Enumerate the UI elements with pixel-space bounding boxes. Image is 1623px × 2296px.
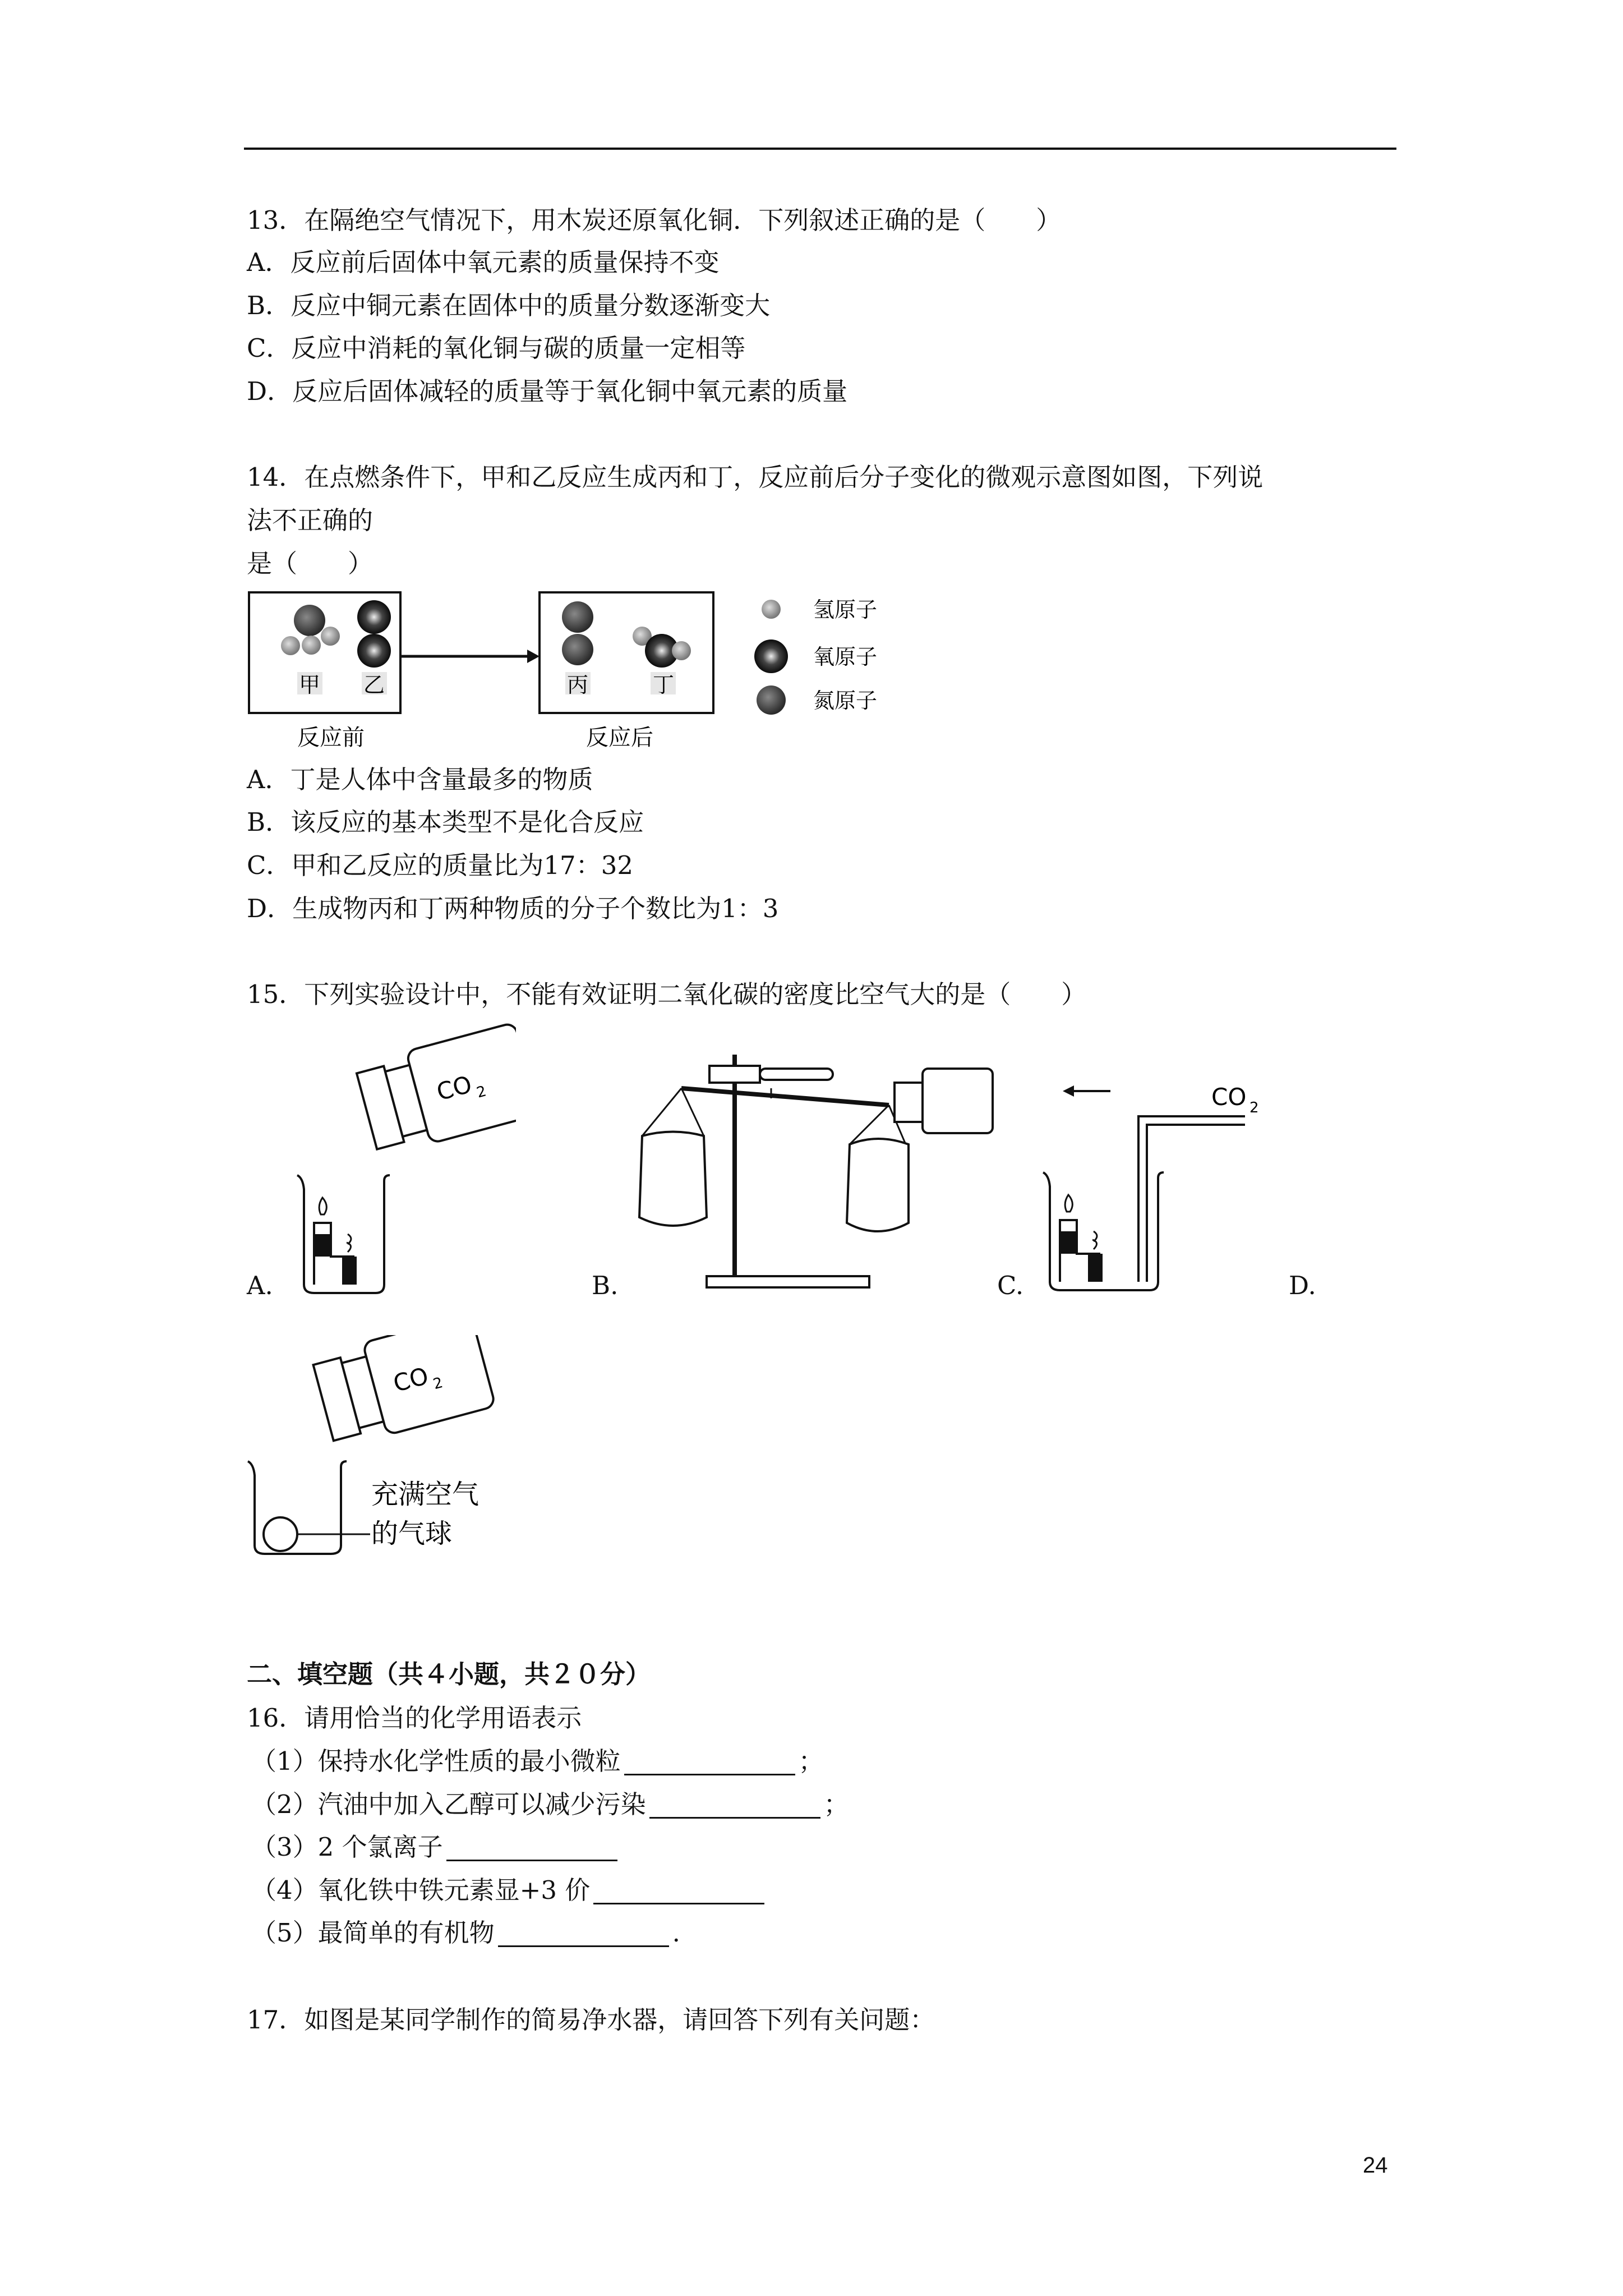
answer-blank-1[interactable] [624,1751,795,1775]
q14-stem-line3: 是（ ） [247,549,374,578]
n-atom [562,634,593,665]
h-atom [672,641,691,660]
q15-figure-a [292,1021,516,1301]
h-atom [321,627,340,646]
q13-option-c: C．反应中消耗的氧化铜与碳的质量一定相等 [247,333,746,363]
answer-blank-4[interactable] [593,1880,764,1904]
label-jia: 甲 [298,673,321,697]
legend-h-icon [762,600,781,619]
q14-stem-line2: 法不正确的 [247,505,374,535]
q16-item-2-text: （2）汽油中加入乙醇可以减少污染 [251,1789,646,1819]
q16-stem: 16．请用恰当的化学用语表示 [247,1703,582,1733]
q13-option-d: D．反应后固体减轻的质量等于氧化铜中氧元素的质量 [247,376,848,406]
co2-label-a: CO [434,1070,475,1106]
q13-stem: 13．在隔绝空气情况下，用木炭还原氧化铜．下列叙述正确的是（ ） [247,205,1062,235]
q16-item-5-text: （5）最简单的有机物 [251,1918,495,1948]
n-atom [294,605,325,636]
q13-option-b: B．反应中铜元素在固体中的质量分数逐渐变大 [247,291,771,320]
q14-option-d: D．生成物丙和丁两种物质的分子个数比为1：3 [247,894,779,923]
balloon-text-1: 充满空气 [371,1479,479,1510]
balloon-text-2: 的气球 [371,1518,453,1549]
svg-text:2: 2 [474,1083,488,1102]
q16-item-3-text: （3）2 个氯离子 [251,1832,443,1862]
legend-h: 氢原子 [813,597,878,622]
q16-item-2-end: ； [823,1789,849,1819]
h-atom [281,636,300,655]
q15-figure-c [1038,1069,1290,1304]
q15-label-a: A. [247,1271,273,1300]
q14-molecule-diagram [247,588,942,762]
q16-item-1 [251,1747,824,1775]
header-rule [244,148,1396,150]
answer-blank-2[interactable] [649,1795,820,1819]
label-ding: 丁 [652,673,675,697]
legend-o-icon [754,639,788,673]
q15-label-d: D. [1289,1271,1316,1300]
answer-blank-5[interactable] [498,1923,669,1947]
q16-item-1-end: ； [798,1746,824,1776]
legend-n: 氮原子 [813,688,878,713]
co2-label-d: CO [390,1361,431,1398]
q16-item-4 [251,1876,768,1904]
h-atom [302,636,321,655]
section-2-title: 二、填空题（共４小题，共２０分） [247,1659,651,1689]
q16-item-4-text: （4）氧化铁中铁元素显+3 价 [251,1875,591,1905]
q16-item-5 [251,1919,680,1947]
co2-label-c: CO [1211,1083,1247,1111]
q15-label-c: C. [997,1271,1024,1300]
q16-item-2 [251,1791,849,1819]
svg-text:2: 2 [431,1374,445,1393]
o-atom [357,634,391,668]
svg-text:2: 2 [1249,1099,1259,1116]
page-number: 24 [1363,2153,1388,2178]
q15-figure-b [631,1055,995,1296]
q16-item-5-end: . [672,1918,680,1948]
label-yi: 乙 [363,673,385,697]
q14-option-c: C．甲和乙反应的质量比为17：32 [247,850,633,880]
caption-before: 反应前 [297,725,365,751]
q14-option-a: A．丁是人体中含量最多的物质 [247,765,593,794]
q17-stem: 17．如图是某同学制作的简易净水器，请回答下列有关问题： [247,2005,935,2035]
q15-figure-d [247,1335,538,1559]
q15-stem: 15．下列实验设计中，不能有效证明二氧化碳的密度比空气大的是（ ） [247,979,1087,1009]
label-bing: 丙 [566,673,589,697]
q15-label-b: B. [592,1271,619,1300]
o-atom [357,600,391,634]
air-balloon [264,1517,297,1551]
caption-after: 反应后 [586,725,653,751]
q16-item-3 [251,1833,621,1861]
q16-item-1-text: （1）保持水化学性质的最小微粒 [251,1746,621,1776]
q13-option-a: A．反应前后固体中氧元素的质量保持不变 [247,247,720,277]
n-atom [562,601,593,633]
q14-stem-line1: 14．在点燃条件下，甲和乙反应生成丙和丁，反应前后分子变化的微观示意图如图，下列说 [247,462,1264,492]
q14-option-b: B．该反应的基本类型不是化合反应 [247,807,644,837]
answer-blank-3[interactable] [446,1837,617,1861]
legend-o: 氧原子 [813,645,878,669]
legend-n-icon [757,685,786,715]
